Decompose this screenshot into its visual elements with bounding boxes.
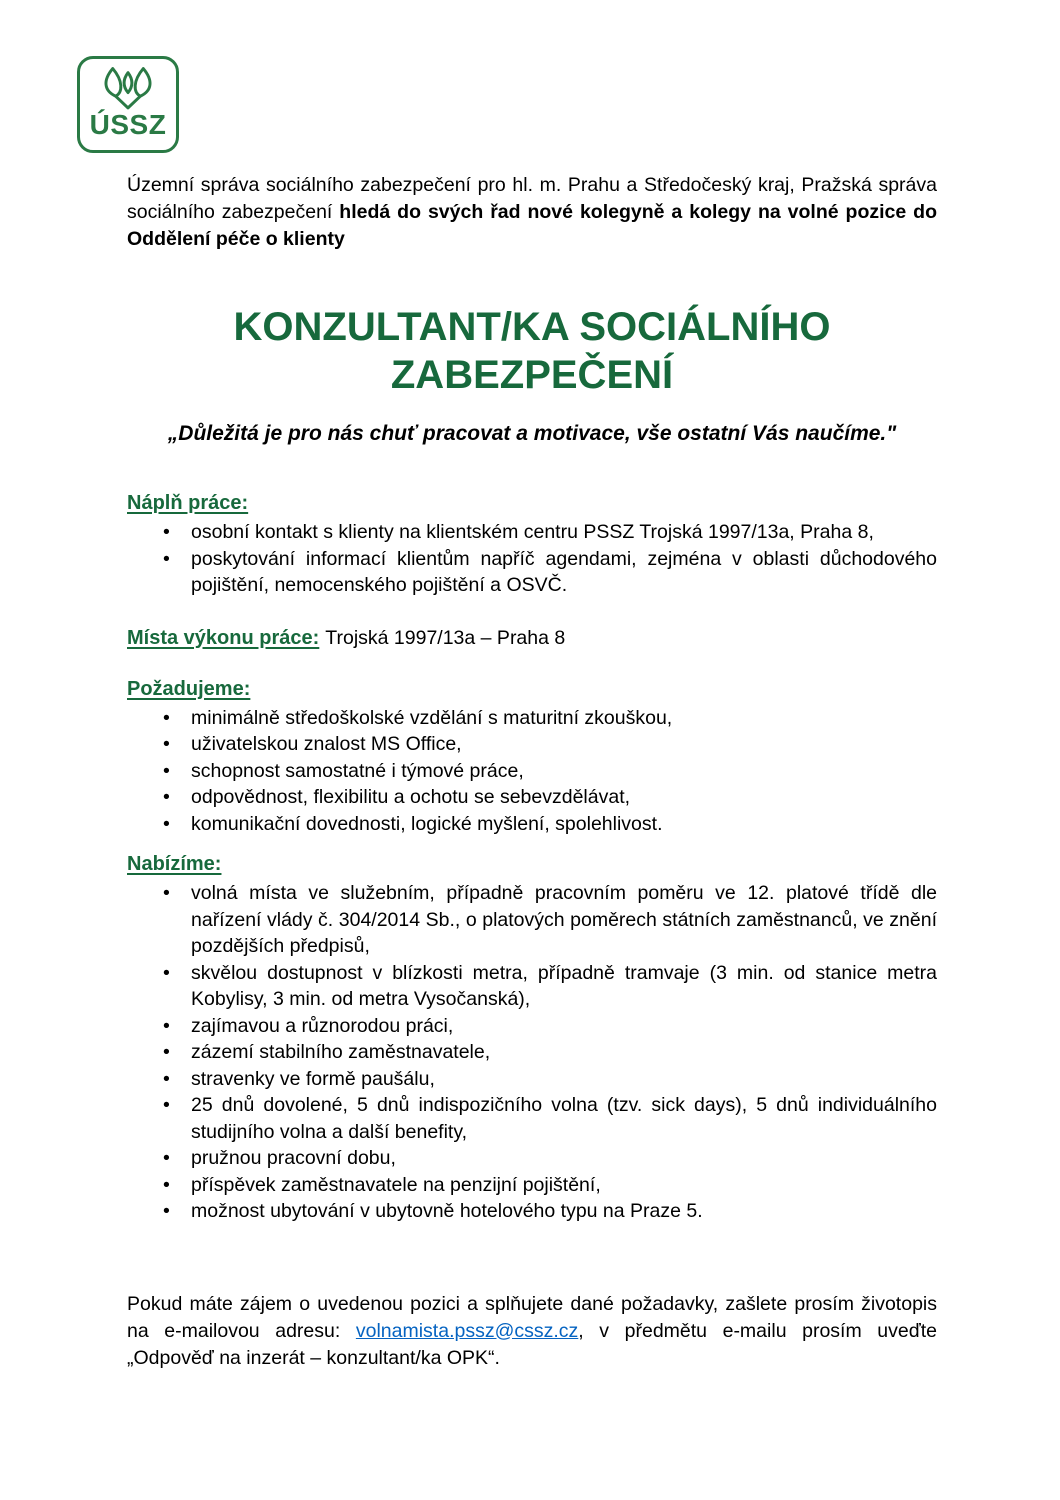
tulip-icon bbox=[98, 65, 158, 112]
mista-vykonu-value: Trojská 1997/13a – Praha 8 bbox=[325, 626, 566, 649]
ussz-logo bbox=[77, 56, 179, 153]
email-link[interactable]: volnamista.pssz@cssz.cz bbox=[355, 1319, 579, 1342]
section-heading-nabizime: Nabízíme: bbox=[127, 853, 222, 875]
intro-text-bold: hledá do svých řad nové kolegyně a kolegy na volné pozice do Oddělení péče o klienty bbox=[127, 201, 937, 250]
closing-text-before: Pokud máte zájem o uvedenou pozici a splňujete dané požadavky, zašlete prosím životopis na e-mailovou adresu: bbox=[127, 1292, 937, 1342]
list-item: • uživatelskou znalost MS Office, bbox=[127, 731, 937, 758]
list-item: • pružnou pracovní dobu, bbox=[127, 1145, 937, 1172]
list-item: • zázemí stabilního zaměstnavatele, bbox=[127, 1039, 937, 1066]
section-heading-mista-vykonu: Místa výkonu práce: bbox=[127, 626, 320, 649]
list-item: • možnost ubytování v ubytovně hotelového typu na Praze 5. bbox=[127, 1198, 937, 1225]
job-title-line2: ZABEZPEČENÍ bbox=[390, 353, 674, 397]
list-item: • osobní kontakt s klienty na klientském centru PSSZ Trojská 1997/13a, Praha 8, bbox=[127, 519, 937, 546]
list-item: • minimálně středoškolské vzdělání s maturitní zkouškou, bbox=[127, 705, 937, 732]
napln-prace-list bbox=[127, 519, 937, 599]
job-title-line1: KONZULTANT/KA SOCIÁLNÍHO bbox=[233, 305, 831, 349]
nabizime-list bbox=[127, 880, 937, 1225]
document-content bbox=[127, 172, 937, 1372]
list-item: • 25 dnů dovolené, 5 dnů indispozičního volna (tzv. sick days), 5 dnů individuálního studijního volna a další benefity, bbox=[127, 1092, 937, 1145]
section-heading-napln-prace: Náplň práce: bbox=[127, 492, 249, 514]
section-heading-pozadujeme: Požadujeme: bbox=[127, 677, 251, 700]
list-item: • skvělou dostupnost v blízkosti metra, případně tramvaje (3 min. od stanice metra Kobylisy, 3 min. od metra Vysočanská), bbox=[127, 960, 937, 1013]
list-item: • volná místa ve služebním, případně pracovním poměru ve 12. platové třídě dle nařízení vlády č. 304/2014 Sb., o platových poměrech státních zaměstnanců, ve znění pozdějších předpisů, bbox=[127, 880, 937, 960]
logo-text: ÚSSZ bbox=[89, 109, 167, 140]
closing-paragraph bbox=[127, 1291, 937, 1372]
job-title bbox=[127, 303, 937, 399]
list-item: • komunikační dovednosti, logické myšlení, spolehlivost. bbox=[127, 811, 937, 838]
list-item: • zajímavou a různorodou práci, bbox=[127, 1013, 937, 1040]
list-item: • schopnost samostatné i týmové práce, bbox=[127, 758, 937, 785]
list-item: • příspěvek zaměstnavatele na penzijní pojištění, bbox=[127, 1172, 937, 1199]
pozadujeme-list bbox=[127, 705, 937, 838]
closing-text-after: , v předmětu e-mailu prosím uveďte „Odpověď na inzerát – konzultant/ka OPK“. bbox=[127, 1319, 937, 1369]
list-item: • stravenky ve formě paušálu, bbox=[127, 1066, 937, 1093]
motto-quote: „Důležitá je pro nás chuť pracovat a motivace, vše ostatní Vás naučíme." bbox=[167, 422, 897, 445]
list-item: • odpovědnost, flexibilitu a ochotu se sebevzdělávat, bbox=[127, 784, 937, 811]
list-item: • poskytování informací klientům napříč agendami, zejména v oblasti důchodového pojištění, nemocenského pojištění a OSVČ. bbox=[127, 546, 937, 599]
intro-text-normal: Územní správa sociálního zabezpečení pro hl. m. Prahu a Středočeský kraj, Pražská správa sociálního zabezpečení bbox=[127, 174, 937, 223]
mista-vykonu-line bbox=[127, 625, 937, 652]
intro-paragraph bbox=[127, 172, 937, 253]
